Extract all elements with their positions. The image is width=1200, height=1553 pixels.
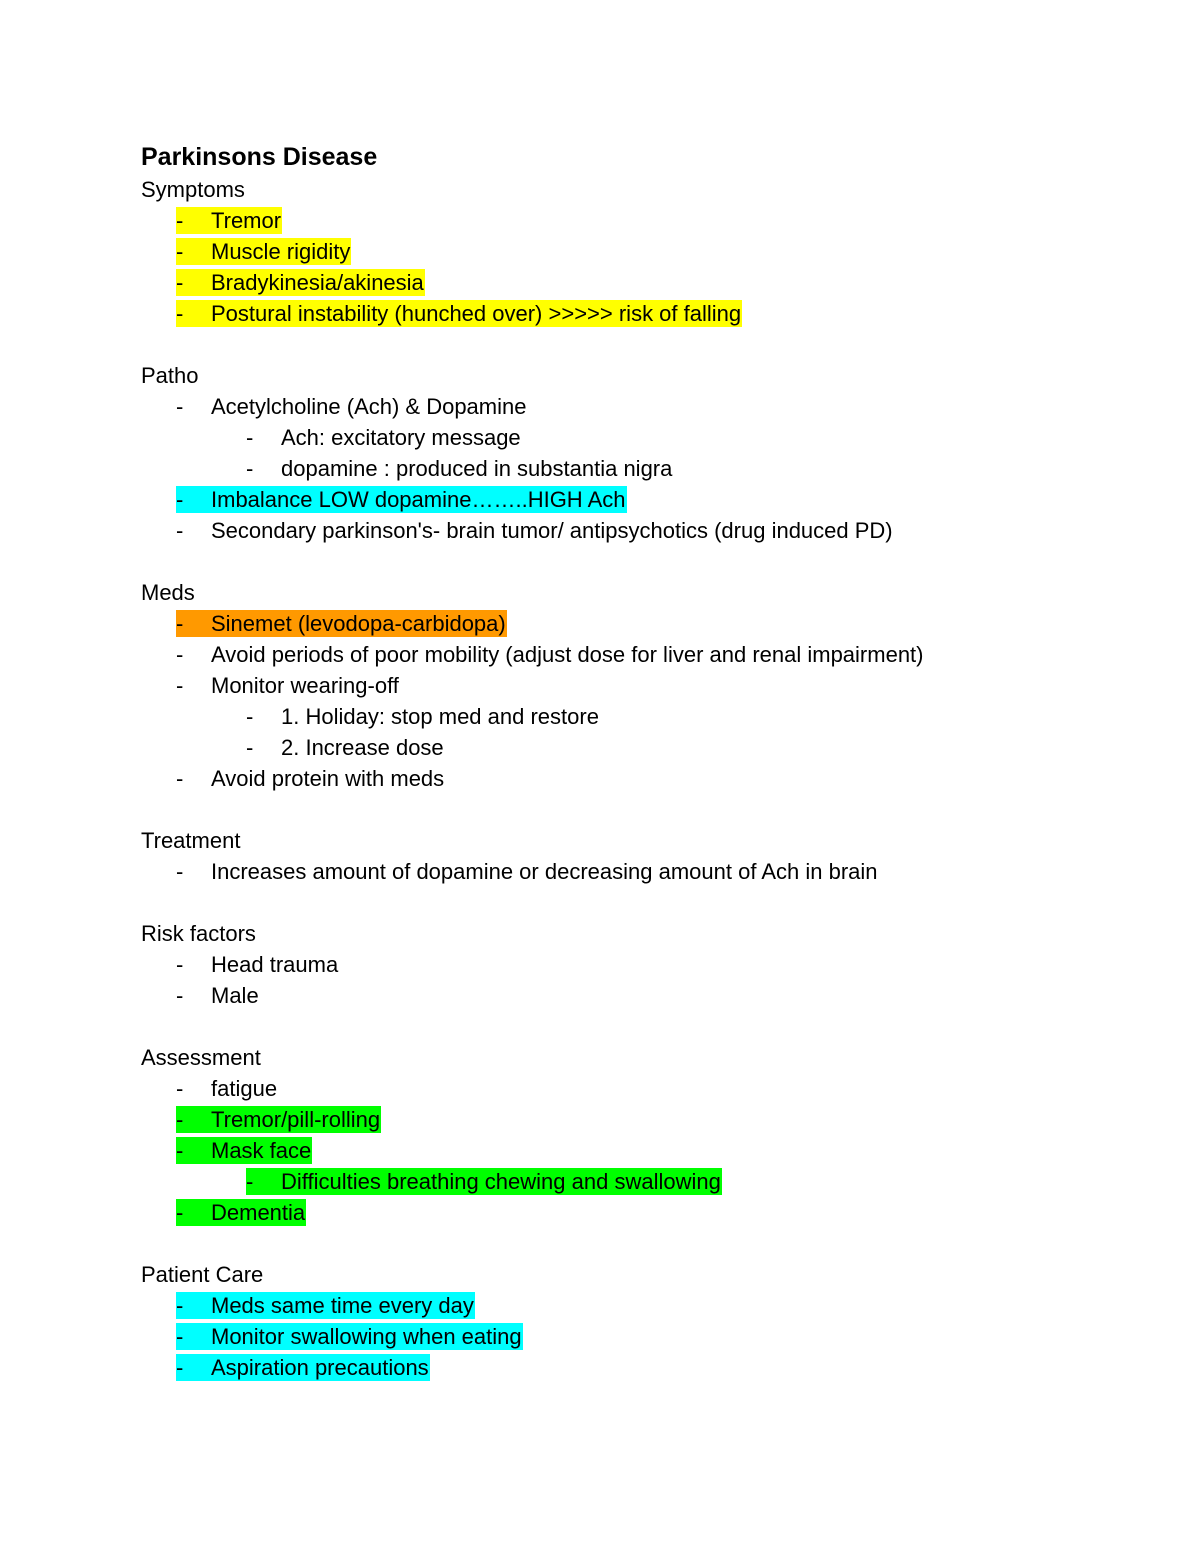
list-item <box>141 1104 1141 1135</box>
section-heading: Meds <box>141 580 195 605</box>
list-item-text: 1. Holiday: stop med and restore <box>281 704 599 729</box>
list-item <box>141 608 1141 639</box>
list-item <box>141 670 1141 701</box>
section-meds <box>141 577 1141 794</box>
section-assessment <box>141 1042 1141 1228</box>
highlighted-text <box>176 1075 278 1102</box>
list-item-text: Muscle rigidity <box>211 239 351 264</box>
section-treatment <box>141 825 1141 887</box>
section-patient-care <box>141 1259 1141 1383</box>
highlighted-text <box>176 300 742 327</box>
highlighted-text <box>176 486 627 513</box>
bullet-dash: - <box>176 239 184 264</box>
bullet-dash: - <box>176 1138 184 1163</box>
list-item <box>141 763 1141 794</box>
highlighted-text <box>176 207 282 234</box>
list-item-text: Tremor/pill-rolling <box>211 1107 381 1132</box>
list-item-text: Monitor swallowing when eating <box>211 1324 522 1349</box>
section-heading: Risk factors <box>141 921 256 946</box>
highlighted-text <box>176 610 507 637</box>
highlighted-text <box>176 951 339 978</box>
list-item <box>141 267 1141 298</box>
bullet-dash: - <box>176 1355 184 1380</box>
list-item <box>141 980 1141 1011</box>
highlighted-text <box>176 1137 312 1164</box>
section-heading: Patient Care <box>141 1262 264 1287</box>
list-item <box>141 484 1141 515</box>
section-heading: Assessment <box>141 1045 261 1070</box>
list-item-text: Bradykinesia/akinesia <box>211 270 424 295</box>
list-item <box>141 949 1141 980</box>
bullet-dash: - <box>176 487 184 512</box>
highlighted-text <box>176 765 445 792</box>
section-heading: Symptoms <box>141 177 245 202</box>
section-heading: Patho <box>141 363 199 388</box>
list-item <box>141 1073 1141 1104</box>
list-item <box>141 236 1141 267</box>
list-item-text: Mask face <box>211 1138 312 1163</box>
bullet-dash: - <box>176 1293 184 1318</box>
list-item-text: Head trauma <box>211 952 339 977</box>
list-item <box>141 1290 1141 1321</box>
bullet-dash: - <box>176 1324 184 1349</box>
list-item-text: Tremor <box>211 208 282 233</box>
bullet-dash: - <box>176 859 184 884</box>
list-item-text: Avoid periods of poor mobility (adjust dose for liver and renal impairment) <box>211 642 924 667</box>
list-item <box>141 1135 1141 1166</box>
list-item <box>141 1166 1141 1197</box>
highlighted-text <box>246 455 673 482</box>
list-item <box>141 1352 1141 1383</box>
list-item-text: Sinemet (levodopa-carbidopa) <box>211 611 506 636</box>
bullet-dash: - <box>176 394 184 419</box>
page-title: Parkinsons Disease <box>141 143 378 171</box>
bullet-dash: - <box>176 983 184 1008</box>
list-item-text: Imbalance LOW dopamine……..HIGH Ach <box>211 487 626 512</box>
bullet-dash: - <box>246 425 254 450</box>
highlighted-text <box>176 1323 523 1350</box>
section-risk-factors <box>141 918 1141 1011</box>
bullet-dash: - <box>246 1169 254 1194</box>
list-item-text: Male <box>211 983 259 1008</box>
list-item-text: Secondary parkinson's- brain tumor/ antipsychotics (drug induced PD) <box>211 518 893 543</box>
highlighted-text <box>246 703 600 730</box>
list-item-text: Postural instability (hunched over) >>>>> risk of falling <box>211 301 742 326</box>
highlighted-text <box>246 1168 722 1195</box>
list-item <box>141 298 1141 329</box>
bullet-dash: - <box>176 1107 184 1132</box>
highlighted-text <box>176 672 400 699</box>
list-item <box>141 422 1141 453</box>
highlighted-text <box>176 1354 430 1381</box>
bullet-dash: - <box>246 704 254 729</box>
list-item <box>141 453 1141 484</box>
bullet-dash: - <box>246 456 254 481</box>
list-item-text: Difficulties breathing chewing and swallowing <box>281 1169 721 1194</box>
list-item <box>141 1197 1141 1228</box>
list-item-text: Dementia <box>211 1200 306 1225</box>
list-item-text: Acetylcholine (Ach) & Dopamine <box>211 394 527 419</box>
bullet-dash: - <box>176 208 184 233</box>
list-item <box>141 205 1141 236</box>
section-symptoms <box>141 174 1141 329</box>
list-item <box>141 732 1141 763</box>
list-item <box>141 856 1141 887</box>
list-item <box>141 515 1141 546</box>
sections-container <box>141 174 1141 1383</box>
list-item-text: Avoid protein with meds <box>211 766 445 791</box>
highlighted-text <box>176 1199 306 1226</box>
bullet-dash: - <box>176 518 184 543</box>
list-item <box>141 391 1141 422</box>
highlighted-text <box>176 1292 475 1319</box>
section-patho <box>141 360 1141 546</box>
bullet-dash: - <box>176 270 184 295</box>
bullet-dash: - <box>176 301 184 326</box>
document-page <box>141 140 1141 1414</box>
list-item-text: Monitor wearing-off <box>211 673 399 698</box>
highlighted-text <box>176 982 260 1009</box>
list-item-text: fatigue <box>211 1076 278 1101</box>
highlighted-text <box>176 238 351 265</box>
highlighted-text <box>176 858 879 885</box>
list-item-text: Aspiration precautions <box>211 1355 429 1380</box>
bullet-dash: - <box>176 611 184 636</box>
bullet-dash: - <box>176 766 184 791</box>
list-item-text: Increases amount of dopamine or decreasing amount of Ach in brain <box>211 859 878 884</box>
highlighted-text <box>176 269 425 296</box>
highlighted-text <box>246 734 445 761</box>
bullet-dash: - <box>246 735 254 760</box>
list-item-text: Meds same time every day <box>211 1293 474 1318</box>
highlighted-text <box>176 517 894 544</box>
highlighted-text <box>246 424 522 451</box>
list-item-text: dopamine : produced in substantia nigra <box>281 456 673 481</box>
list-item-text: Ach: excitatory message <box>281 425 521 450</box>
list-item <box>141 639 1141 670</box>
list-item <box>141 701 1141 732</box>
highlighted-text <box>176 393 527 420</box>
highlighted-text <box>176 1106 381 1133</box>
section-heading: Treatment <box>141 828 241 853</box>
bullet-dash: - <box>176 952 184 977</box>
list-item-text: 2. Increase dose <box>281 735 444 760</box>
list-item <box>141 1321 1141 1352</box>
bullet-dash: - <box>176 1200 184 1225</box>
bullet-dash: - <box>176 642 184 667</box>
bullet-dash: - <box>176 1076 184 1101</box>
highlighted-text <box>176 641 925 668</box>
bullet-dash: - <box>176 673 184 698</box>
